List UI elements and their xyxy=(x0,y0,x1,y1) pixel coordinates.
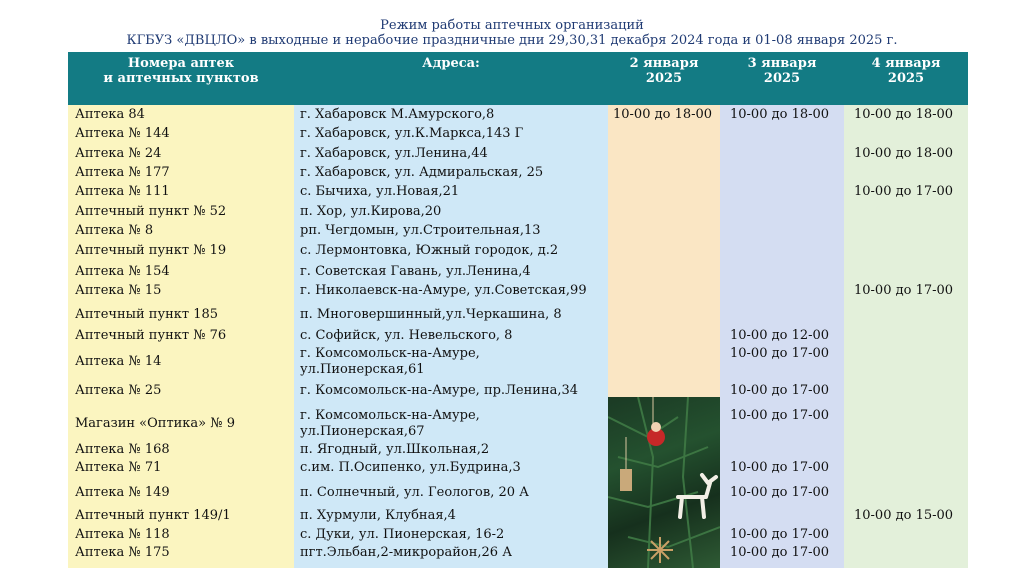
pharmacy-name: Аптека № 118 xyxy=(75,527,170,542)
pharmacy-name: Аптечный пункт 149/1 xyxy=(75,508,231,523)
working-hours: 10-00 до 17-00 xyxy=(854,283,954,298)
pharmacy-address: с.им. П.Осипенко, ул.Будрина,3 xyxy=(300,460,521,475)
pharmacy-address: рп. Чегдомын, ул.Строительная,13 xyxy=(300,223,541,238)
header-name xyxy=(68,56,294,86)
working-hours: 10-00 до 18-00 xyxy=(613,107,713,122)
header-jan4-line1: 4 января xyxy=(871,56,941,71)
pharmacy-address: с. Лермонтовка, Южный городок, д.2 xyxy=(300,243,559,258)
working-hours: 10-00 до 18-00 xyxy=(854,146,954,161)
working-hours: 10-00 до 17-00 xyxy=(730,408,830,423)
pharmacy-name: Аптека № 71 xyxy=(75,460,162,475)
pharmacy-address: с. Бычиха, ул.Новая,21 xyxy=(300,184,460,199)
schedule-table xyxy=(68,52,968,568)
working-hours: 10-00 до 18-00 xyxy=(730,107,830,122)
header-name-line2: и аптечных пунктов xyxy=(103,71,259,86)
pharmacy-name: Аптека № 15 xyxy=(75,283,162,298)
pharmacy-address: ул.Пионерская,61 xyxy=(300,362,425,377)
pharmacy-address: п. Хор, ул.Кирова,20 xyxy=(300,204,442,219)
pharmacy-name: Магазин «Оптика» № 9 xyxy=(75,416,235,431)
working-hours: 10-00 до 17-00 xyxy=(730,527,830,542)
pharmacy-address: г. Хабаровск, ул. Адмиральская, 25 xyxy=(300,165,544,180)
pharmacy-name: Аптека № 177 xyxy=(75,165,170,180)
working-hours: 10-00 до 18-00 xyxy=(854,107,954,122)
pharmacy-name: Аптека № 154 xyxy=(75,264,170,279)
pharmacy-name: Аптека № 24 xyxy=(75,146,162,161)
pharmacy-name: Аптека № 111 xyxy=(75,184,170,199)
pharmacy-address: г. Хабаровск, ул.К.Маркса,143 Г xyxy=(300,126,524,141)
header-name-line1: Номера аптек xyxy=(127,56,235,71)
pharmacy-address: г. Николаевск-на-Амуре, ул.Советская,99 xyxy=(300,283,587,298)
header-jan4 xyxy=(844,56,968,86)
header-jan3-line2: 2025 xyxy=(763,71,801,86)
header-jan3-line1: 3 января xyxy=(747,56,817,71)
header-jan2 xyxy=(608,56,720,86)
pharmacy-address: г. Хабаровск, ул.Ленина,44 xyxy=(300,146,488,161)
jan4-column-bg xyxy=(844,105,968,568)
pharmacy-address: п. Солнечный, ул. Геологов, 20 А xyxy=(300,485,529,500)
title-line-1: Режим работы аптечных организаций xyxy=(380,18,644,33)
working-hours: 10-00 до 12-00 xyxy=(730,328,830,343)
pharmacy-address: п. Многовершинный,ул.Черкашина, 8 xyxy=(300,307,562,322)
pharmacy-address: ул.Пионерская,67 xyxy=(300,424,425,439)
header-address: Адреса: xyxy=(422,56,480,71)
working-hours: 10-00 до 17-00 xyxy=(730,485,830,500)
header-jan2-line2: 2025 xyxy=(645,71,683,86)
pharmacy-name: Аптечный пункт № 52 xyxy=(75,204,227,219)
working-hours: 10-00 до 15-00 xyxy=(854,508,954,523)
working-hours: 10-00 до 17-00 xyxy=(730,346,830,361)
christmas-tree-ornaments-icon xyxy=(608,397,720,568)
header-jan2-line1: 2 января xyxy=(629,56,699,71)
working-hours: 10-00 до 17-00 xyxy=(730,545,830,560)
pharmacy-address: с. Софийск, ул. Невельского, 8 xyxy=(300,328,513,343)
jan2-column-bg xyxy=(608,105,720,397)
title-line-2: КГБУЗ «ДВЦЛО» в выходные и нерабочие праздничные дни 29,30,31 декабря 2024 года и 01-08 января 2025 г. xyxy=(126,33,898,48)
pharmacy-name: Аптека № 14 xyxy=(75,354,162,369)
pharmacy-name: Аптека № 25 xyxy=(75,383,162,398)
working-hours: 10-00 до 17-00 xyxy=(730,460,830,475)
pharmacy-name: Аптечный пункт 185 xyxy=(75,307,219,322)
table-header xyxy=(68,52,968,105)
pharmacy-name: Аптека № 149 xyxy=(75,485,170,500)
pharmacy-name: Аптека № 175 xyxy=(75,545,170,560)
pharmacy-name: Аптека № 144 xyxy=(75,126,170,141)
pharmacy-name: Аптечный пункт № 19 xyxy=(75,243,227,258)
pharmacy-name: Аптека № 168 xyxy=(75,442,170,457)
pharmacy-address: п. Ягодный, ул.Школьная,2 xyxy=(300,442,490,457)
pharmacy-address: с. Дуки, ул. Пионерская, 16-2 xyxy=(300,527,505,542)
pharmacy-address: г. Комсомольск-на-Амуре, пр.Ленина,34 xyxy=(300,383,579,398)
pharmacy-address: г. Хабаровск М.Амурского,8 xyxy=(300,107,495,122)
header-jan3 xyxy=(720,56,844,86)
pharmacy-address: пгт.Эльбан,2-микрорайон,26 А xyxy=(300,545,513,560)
pharmacy-address: г. Комсомольск-на-Амуре, xyxy=(300,408,480,423)
header-jan4-line2: 2025 xyxy=(887,71,925,86)
ornaments-drawing xyxy=(608,397,720,568)
pharmacy-address: п. Хурмули, Клубная,4 xyxy=(300,508,456,523)
working-hours: 10-00 до 17-00 xyxy=(730,383,830,398)
pharmacy-address: г. Комсомольск-на-Амуре, xyxy=(300,346,480,361)
pharmacy-address: г. Советская Гавань, ул.Ленина,4 xyxy=(300,264,531,279)
working-hours: 10-00 до 17-00 xyxy=(854,184,954,199)
pharmacy-name: Аптека № 8 xyxy=(75,223,154,238)
pharmacy-name: Аптека 84 xyxy=(75,107,145,122)
pharmacy-name: Аптечный пункт № 76 xyxy=(75,328,227,343)
